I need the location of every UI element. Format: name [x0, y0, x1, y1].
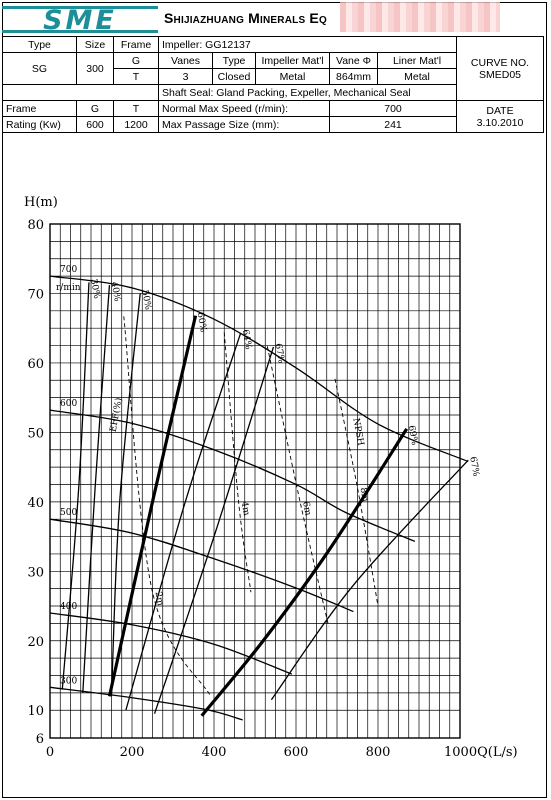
y-tick-label: 40: [27, 495, 44, 511]
speed-value: 700: [330, 101, 457, 117]
vane-diameter-value: 864mm: [330, 69, 378, 85]
efficiency-curve-label: 67%: [272, 342, 286, 365]
pump-spec-table: [2, 36, 544, 133]
header-frame: Frame: [114, 37, 159, 53]
y-tick-label: 60: [27, 356, 44, 372]
date-value: 3.10.2010: [476, 116, 524, 129]
frame-t: T: [114, 69, 159, 85]
npsh-curve-label: 8m: [357, 486, 370, 503]
pump-type-value: SG: [3, 53, 77, 85]
vane-diameter-header: Vane Φ: [330, 53, 378, 69]
impeller-type-header: Type: [213, 53, 256, 69]
curve-number-label: CURVE NO.: [470, 56, 530, 69]
efficiency-curve-label: 40%: [108, 280, 122, 303]
date-cell: [457, 101, 544, 133]
x-tick-label: 0: [45, 745, 55, 760]
y-tick-label: 80: [27, 218, 44, 233]
npsh-curve-label: 6m: [300, 500, 313, 517]
efficiency-curve: [202, 429, 407, 716]
efficiency-curve-label: 67%: [467, 455, 481, 478]
rating-label: Rating (Kw): [3, 117, 77, 133]
x-tick-label: 200: [119, 745, 145, 760]
x-tick-label: 400: [201, 745, 227, 760]
chart-curves: [50, 276, 468, 720]
efficiency-curve-label: 60%: [194, 311, 208, 333]
pump-performance-chart: [0, 190, 551, 790]
speed-curve-label: 300: [60, 676, 78, 687]
company-name: Shijiazhuang Minerals Eq: [164, 10, 327, 26]
speed-curve-label: 700: [60, 265, 78, 276]
passage-value: 241: [330, 117, 457, 133]
efficiency-axis-label: EFF(%): [108, 397, 125, 433]
efficiency-curve-label: 69%: [405, 424, 420, 447]
impeller-type-value: Closed: [213, 69, 256, 85]
efficiency-curve-label: 50%: [139, 289, 153, 311]
y-tick-label: 10: [27, 704, 44, 720]
speed-curve-label: 500: [60, 508, 78, 519]
rating-t: 1200: [114, 117, 159, 133]
date-label: DATE: [486, 104, 514, 117]
speed-curve-label: 600: [60, 399, 78, 410]
y-tick-label: 70: [27, 287, 44, 303]
impeller-code: Impeller: GG12137: [159, 37, 457, 53]
npsh-curve: [267, 346, 329, 627]
frame-g-col: G: [77, 101, 114, 117]
passage-label: Max Passage Size (mm):: [159, 117, 330, 133]
efficiency-curve: [62, 282, 89, 689]
x-tick-label: 800: [365, 745, 391, 760]
vanes-value: 3: [159, 69, 213, 85]
header-type: Type: [3, 37, 77, 53]
speed-label: Normal Max Speed (r/min):: [159, 101, 330, 117]
efficiency-curve: [112, 293, 141, 696]
frame-t-col: T: [114, 101, 159, 117]
npsh-axis-label: NPSH: [350, 417, 366, 447]
y-axis-label: H(m): [24, 195, 58, 210]
liner-material-value: Metal: [378, 69, 457, 85]
chart-grid: [50, 224, 460, 738]
x-tick-label: 600: [283, 745, 309, 760]
curve-number-value: SMED05: [478, 68, 521, 81]
y-tick-label: 20: [27, 634, 44, 650]
efficiency-curve-label: 64%: [239, 328, 254, 351]
y-tick-label: 6: [35, 732, 44, 747]
speed-unit-label: r/min: [56, 282, 81, 293]
vanes-header: Vanes: [159, 53, 213, 69]
npsh-curve-label: 2m: [152, 590, 165, 607]
impeller-material-value: Metal: [256, 69, 330, 85]
efficiency-curve: [83, 285, 110, 693]
blank-cell: [3, 85, 159, 101]
liner-material-header: Liner Mat'l: [378, 53, 457, 69]
header-size: Size: [77, 37, 114, 53]
y-tick-label: 50: [27, 426, 44, 442]
speed-curve-label: 400: [60, 601, 78, 612]
impeller-material-header: Impeller Mat'l: [256, 53, 330, 69]
logo-text: SME: [43, 5, 117, 36]
npsh-curve: [335, 379, 378, 606]
npsh-curve-label: 4m: [238, 500, 251, 517]
redacted-area: [340, 2, 500, 32]
y-tick-label: 30: [27, 565, 44, 581]
frame-label: Frame: [3, 101, 77, 117]
company-logo: [2, 2, 158, 37]
efficiency-curve-label: 30%: [87, 278, 102, 300]
x-tick-label: 1000Q(L/s): [444, 745, 518, 760]
frame-g: G: [114, 53, 159, 69]
shaft-seal: Shaft Seal: Gland Packing, Expeller, Mechanical Seal: [159, 85, 457, 101]
rating-g: 600: [77, 117, 114, 133]
pump-size-value: 300: [77, 53, 114, 85]
curve-number-cell: [457, 37, 544, 101]
speed-curve: [50, 519, 353, 611]
npsh-curve: [124, 316, 210, 695]
